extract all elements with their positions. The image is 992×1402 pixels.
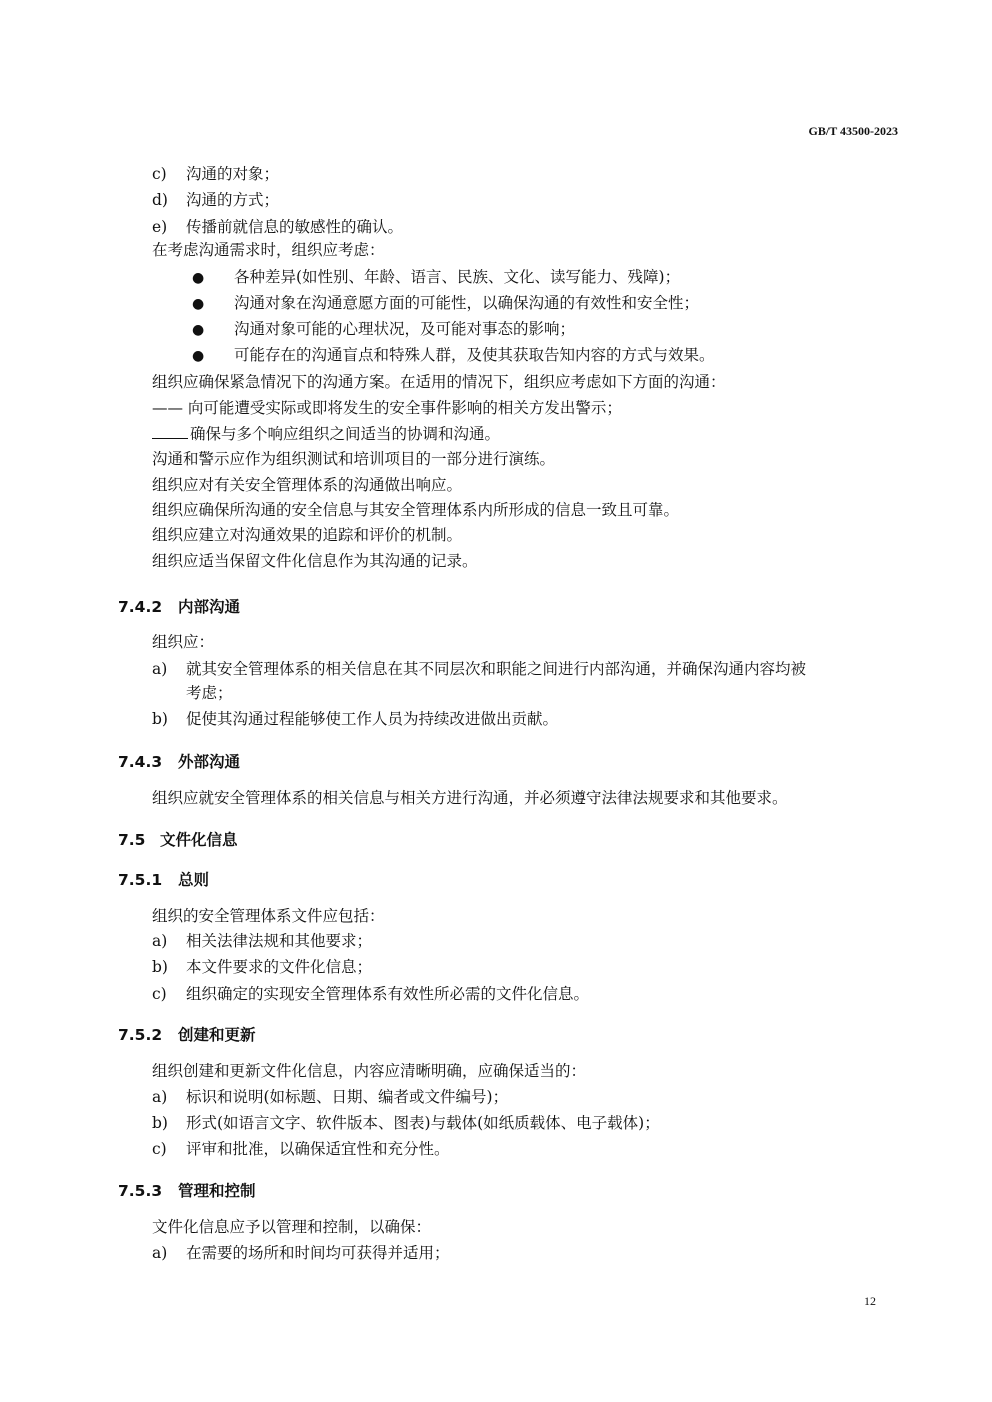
list-item-e	[152, 217, 403, 237]
bullet-item: ● 各种差异(如性别、年龄、语言、民族、文化、读写能力、残障)；	[192, 268, 681, 286]
section-heading-7-5-1: 7.5.1 总则	[118, 871, 210, 889]
paragraph: 组织应对有关安全管理体系的沟通做出响应。	[152, 476, 463, 494]
list-label: e)	[152, 218, 168, 236]
list-label: d)	[152, 191, 168, 209]
section-heading-7-5: 7.5 文件化信息	[118, 831, 238, 849]
page-number: 12	[864, 1294, 876, 1308]
paragraph: 组织应：	[152, 633, 215, 651]
section-heading-7-5-3: 7.5.3 管理和控制	[118, 1182, 256, 1200]
list-item-b: b) 促使其沟通过程能够使工作人员为持续改进做出贡献。	[152, 710, 559, 728]
paragraph: 文件化信息应予以管理和控制，以确保：	[152, 1218, 432, 1236]
bullet-icon: ●	[192, 296, 205, 312]
bullet-item: ● 沟通对象可能的心理状况，及可能对事态的影响；	[192, 320, 576, 338]
section-heading-7-4-3: 7.4.3 外部沟通	[118, 753, 241, 771]
list-item-c: c) 组织确定的实现安全管理体系有效性所必需的文件化信息。	[152, 985, 590, 1003]
list-item-a: a) 就其安全管理体系的相关信息在其不同层次和职能之间进行内部沟通，并确保沟通内容均被	[152, 660, 807, 678]
list-item-b: b) 形式(如语言文字、软件版本、图表)与载体(如纸质载体、电子载体)；	[152, 1114, 660, 1132]
paragraph: 组织应就安全管理体系的相关信息与相关方进行沟通，并必须遵守法律法规要求和其他要求。	[152, 789, 788, 807]
list-text: 传播前就信息的敏感性的确认。	[186, 218, 404, 236]
paragraph: 组织应建立对沟通效果的追踪和评价的机制。	[152, 526, 463, 544]
list-item-d	[152, 190, 279, 210]
list-item-a: a) 相关法律法规和其他要求；	[152, 932, 373, 950]
list-item-b: b) 本文件要求的文件化信息；	[152, 958, 373, 976]
list-item-a: a) 在需要的场所和时间均可获得并适用；	[152, 1244, 450, 1262]
list-item-c: c) 评审和批准，以确保适宜性和充分性。	[152, 1140, 450, 1158]
paragraph: 沟通和警示应作为组织测试和培训项目的一部分进行演练。	[152, 450, 556, 468]
dash-item: —— 向可能遭受实际或即将发生的安全事件影响的相关方发出警示；	[152, 399, 622, 417]
dash-item: 确保与多个响应组织之间适当的协调和沟通。	[152, 424, 500, 444]
list-item-a-continuation: 考虑；	[186, 684, 233, 702]
list-label: c)	[152, 165, 167, 183]
paragraph: 组织创建和更新文件化信息，内容应清晰明确，应确保适当的：	[152, 1062, 587, 1080]
standard-code-header: GB/T 43500-2023	[808, 124, 898, 138]
list-text: 沟通的对象；	[186, 165, 280, 183]
bullet-icon: ●	[192, 270, 205, 286]
paragraph: 组织应适当保留文件化信息作为其沟通的记录。	[152, 552, 478, 570]
list-text: 沟通的方式；	[186, 191, 280, 209]
underline-dash	[152, 424, 188, 439]
paragraph: 组织应确保所沟通的安全信息与其安全管理体系内所形成的信息一致且可靠。	[152, 501, 680, 519]
paragraph: 在考虑沟通需求时，组织应考虑：	[152, 241, 385, 259]
section-heading-7-4-2: 7.4.2 内部沟通	[118, 598, 241, 616]
paragraph: 组织的安全管理体系文件应包括：	[152, 907, 385, 925]
list-item-a: a) 标识和说明(如标题、日期、编者或文件编号)；	[152, 1088, 509, 1106]
paragraph: 组织应确保紧急情况下的沟通方案。在适用的情况下，组织应考虑如下方面的沟通：	[152, 373, 726, 391]
bullet-icon: ●	[192, 348, 205, 364]
bullet-item: ● 沟通对象在沟通意愿方面的可能性，以确保沟通的有效性和安全性；	[192, 294, 700, 312]
list-item-c	[152, 164, 279, 184]
bullet-item: ● 可能存在的沟通盲点和特殊人群，及使其获取告知内容的方式与效果。	[192, 346, 715, 364]
bullet-icon: ●	[192, 322, 205, 338]
section-heading-7-5-2: 7.5.2 创建和更新	[118, 1026, 256, 1044]
